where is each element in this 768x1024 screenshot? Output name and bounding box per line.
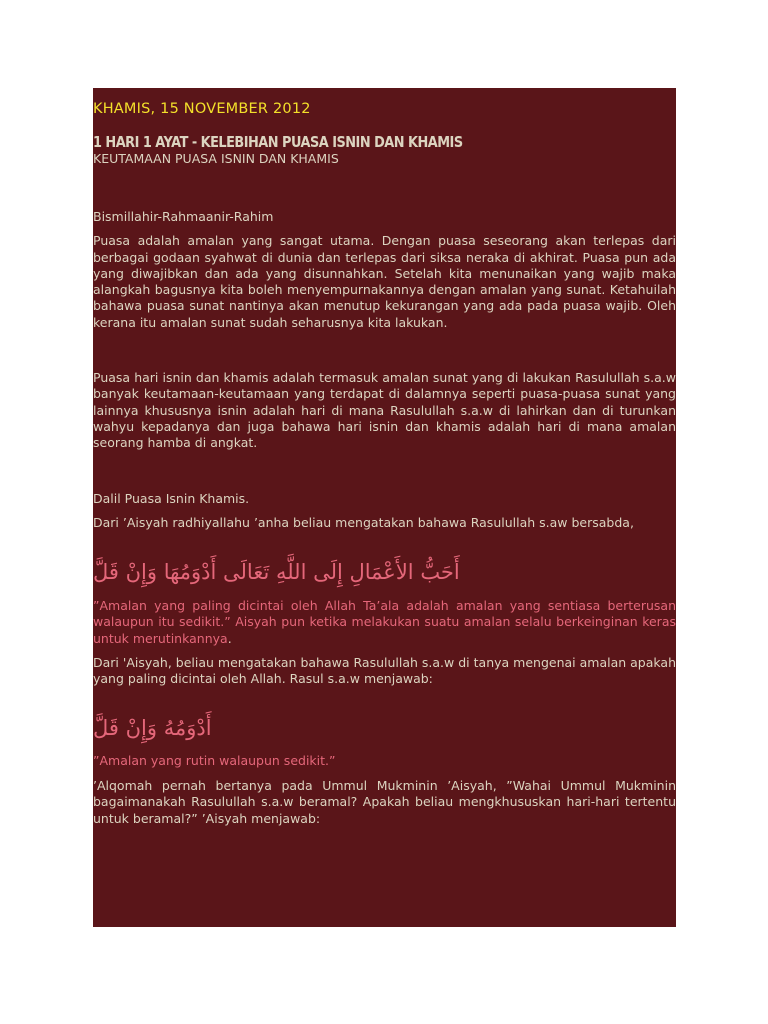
post-date: KHAMIS, 15 NOVEMBER 2012 [93,101,311,117]
arabic-hadith-1: أَحَبُّ الأَعْمَالِ إِلَى اللَّهِ تَعَالَى أَدْوَمُهَا وَإِنْ قَلَّ [93,560,460,585]
paragraph-1: Puasa adalah amalan yang sangat utama. Dengan puasa seseorang akan terlepas dari berbagai godaan syahwat di dunia dan terlepas dari siksa neraka di akhirat. Puasa pun ada yang diwajibkan dan ada yang disunnahkan. Setelah kita menunaikan yang wajib maka alangkah bagusnya kita boleh menyempurnakannya dengan amalan yang sunat. Ketahuilah bahawa puasa sunat nantinya akan menutup kekurangan yang ada pada puasa wajib. Oleh kerana itu amalan sunat sudah seharusnya kita lakukan. [93,233,676,330]
dalil-heading: Dalil Puasa Isnin Khamis. [93,490,250,506]
translation-2: ”Amalan yang rutin walaupun sedikit.” [93,752,336,768]
bismillah-text: Bismillahir-Rahmaanir-Rahim [93,209,274,224]
paragraph-5: ’Alqomah pernah bertanya pada Ummul Mukminin ’Aisyah, ”Wahai Ummul Mukminin bagaimanakah Rasulullah s.a.w beramal? Apakah beliau mengkhususkan hari-hari tertentu untuk beramal?” ’Aisyah menjawab: [93,777,676,826]
translation-1-continuation: Aisyah pun ketika melakukan suatu amalan selalu berkeinginan keras untuk merutinkannya [93,614,676,646]
translation-1-quote: ”Amalan yang paling dicintai oleh Allah Ta’ala adalah amalan yang sentiasa berterusan walaupun itu sedikit.” [93,598,676,630]
post-title[interactable]: 1 HARI 1 AYAT - KELEBIHAN PUASA ISNIN DAN KHAMIS [93,133,463,151]
arabic-hadith-2: أَدْوَمُهُ وَإِنْ قَلَّ [93,715,212,740]
paragraph-3: Dari ’Aisyah radhiyallahu ’anha beliau mengatakan bahawa Rasulullah s.aw bersabda, [93,514,634,530]
document-page [93,88,676,927]
paragraph-4: Dari 'Aisyah, beliau mengatakan bahawa Rasulullah s.a.w di tanya mengenai amalan apakah yang paling dicintai oleh Allah. Rasul s.a.w menjawab: [93,655,676,687]
translation-1-period: . [227,630,232,646]
paragraph-2: Puasa hari isnin dan khamis adalah termasuk amalan sunat yang di lakukan Rasulullah s.a.w banyak keutamaan-keutamaan yang terdapat di dalamnya seperti puasa-puasa sunat yang lainnya khususnya isnin adalah hari di mana Rasulullah s.a.w di lahirkan dan di turunkan wahyu kepadanya dan juga bahawa hari isnin dan khamis adalah hari di mana amalan seorang hamba di angkat. [93,370,676,451]
translation-1 [93,598,676,647]
post-subtitle: KEUTAMAAN PUASA ISNIN DAN KHAMIS [93,151,339,166]
